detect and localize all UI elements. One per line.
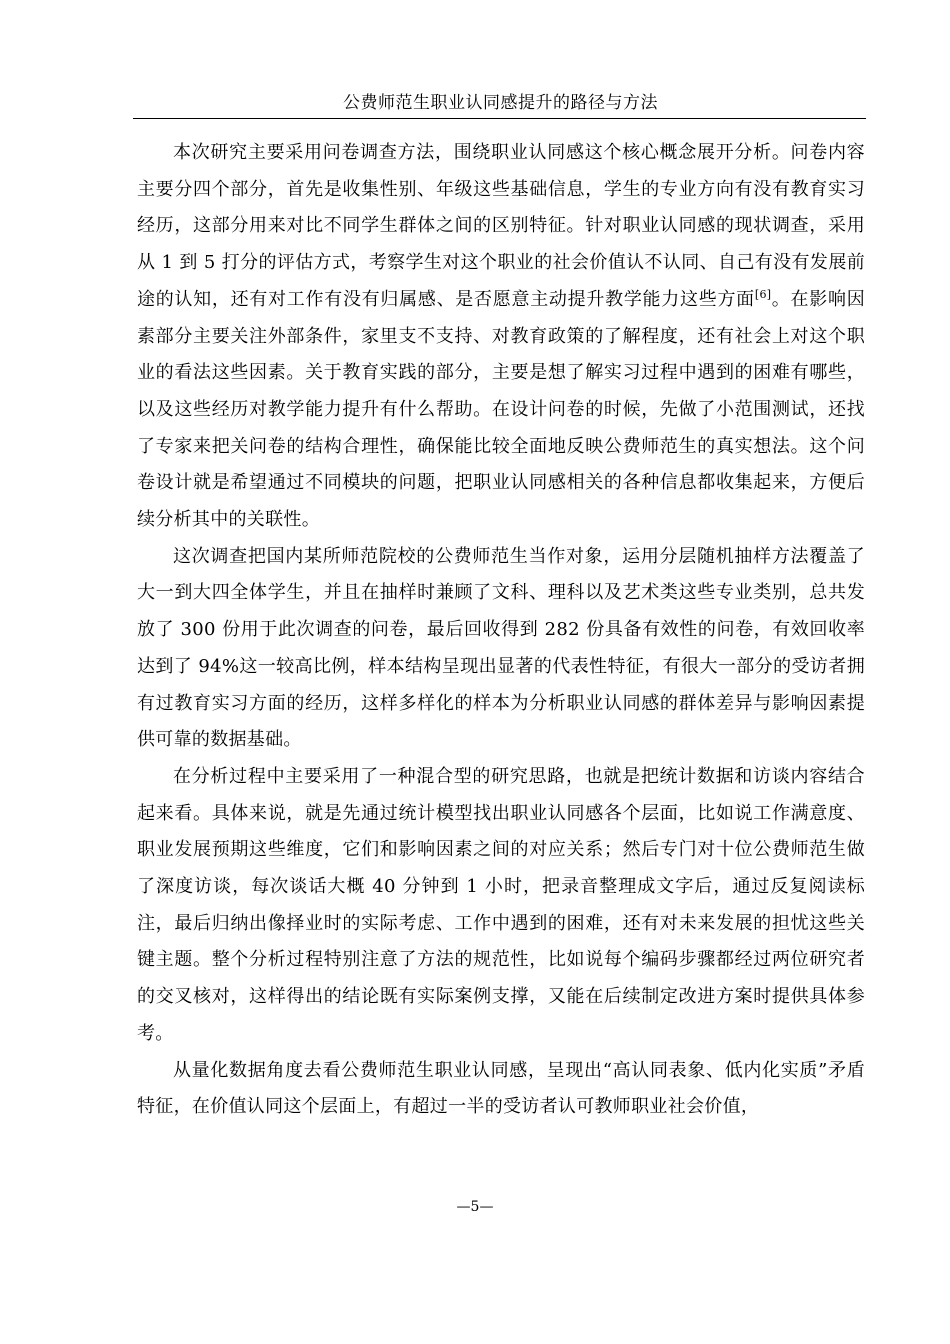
paragraph-quantitative-findings: 从量化数据角度去看公费师范生职业认同感，呈现出“高认同表象、低内化实质”矛盾特征，在价值认同这个层面上，有超过一半的受访者认可教师职业社会价值， xyxy=(137,1059,865,1118)
paragraph-text: 本次研究主要采用问卷调查方法，围绕职业认同感这个核心概念展开分析。问卷内容主要分四个部分，首先是收集性别、年级这些基础信息，学生的专业方向有没有教育实习经历，这部分用来对比不同学生群体之间的区别特征。针对职业认同感的现状调查，采用从 1 到 5 打分的评估方式，考察学生对这个职业的社会价值认不认同、自己有没有发展前途的认知，还有对工作有没有归属感、是否愿意主动提升教学能力这些方面 xyxy=(137,142,865,310)
paragraph-analysis-method: 在分析过程中主要采用了一种混合型的研究思路，也就是把统计数据和访谈内容结合起来看。具体来说，就是先通过统计模型找出职业认同感各个层面，比如说工作满意度、职业发展预期这些维度，它们和影响因素之间的对应关系；然后专门对十位公费师范生做了深度访谈，每次谈话大概 40 分钟到 1 小时，把录音整理成文字后，通过反复阅读标注，最后归纳出像择业时的实际考虑、工作中遇到的困难，还有对未来发展的担忧这些关键主题。整个分析过程特别注意了方法的规范性，比如说每个编码步骤都经过两位研究者的交叉核对，这样得出的结论既有实际案例支撑，又能在后续制定改进方案时提供具体参考。 xyxy=(137,765,865,1044)
paragraph-questionnaire-design xyxy=(137,135,865,539)
header-rule xyxy=(133,118,866,119)
paragraph-text: 。在影响因素部分主要关注外部条件，家里支不支持、对教育政策的了解程度，还有社会上对这个职业的看法这些因素。关于教育实践的部分，主要是想了解实习过程中遇到的困难有哪些，以及这些经历对教学能力提升有什么帮助。在设计问卷的时候，先做了小范围测试，还找了专家来把关问卷的结构合理性，确保能比较全面地反映公费师范生的真实想法。这个问卷设计就是希望通过不同模块的问题，把职业认同感相关的各种信息都收集起来，方便后续分析其中的关联性。 xyxy=(137,288,865,531)
paragraph-sampling: 这次调查把国内某所师范院校的公费师范生当作对象，运用分层随机抽样方法覆盖了大一到大四全体学生，并且在抽样时兼顾了文科、理科以及艺术类这些专业类别，总共发放了 300 份用于此次调查的问卷，最后回收得到 282 份具备有效性的问卷，有效回收率达到了 94%这一较高比例，样本结构呈现出显著的代表性特征，有很大一部分的受访者拥有过教育实习方面的经历，这样多样化的样本为分析职业认同感的群体差异与影响因素提供可靠的数据基础。 xyxy=(137,545,865,751)
body-text xyxy=(137,135,865,1126)
running-header-title: 公费师范生职业认同感提升的路径与方法 xyxy=(343,93,658,113)
page-number: —5— xyxy=(456,1199,494,1215)
citation-marker[interactable]: [6] xyxy=(754,287,772,301)
